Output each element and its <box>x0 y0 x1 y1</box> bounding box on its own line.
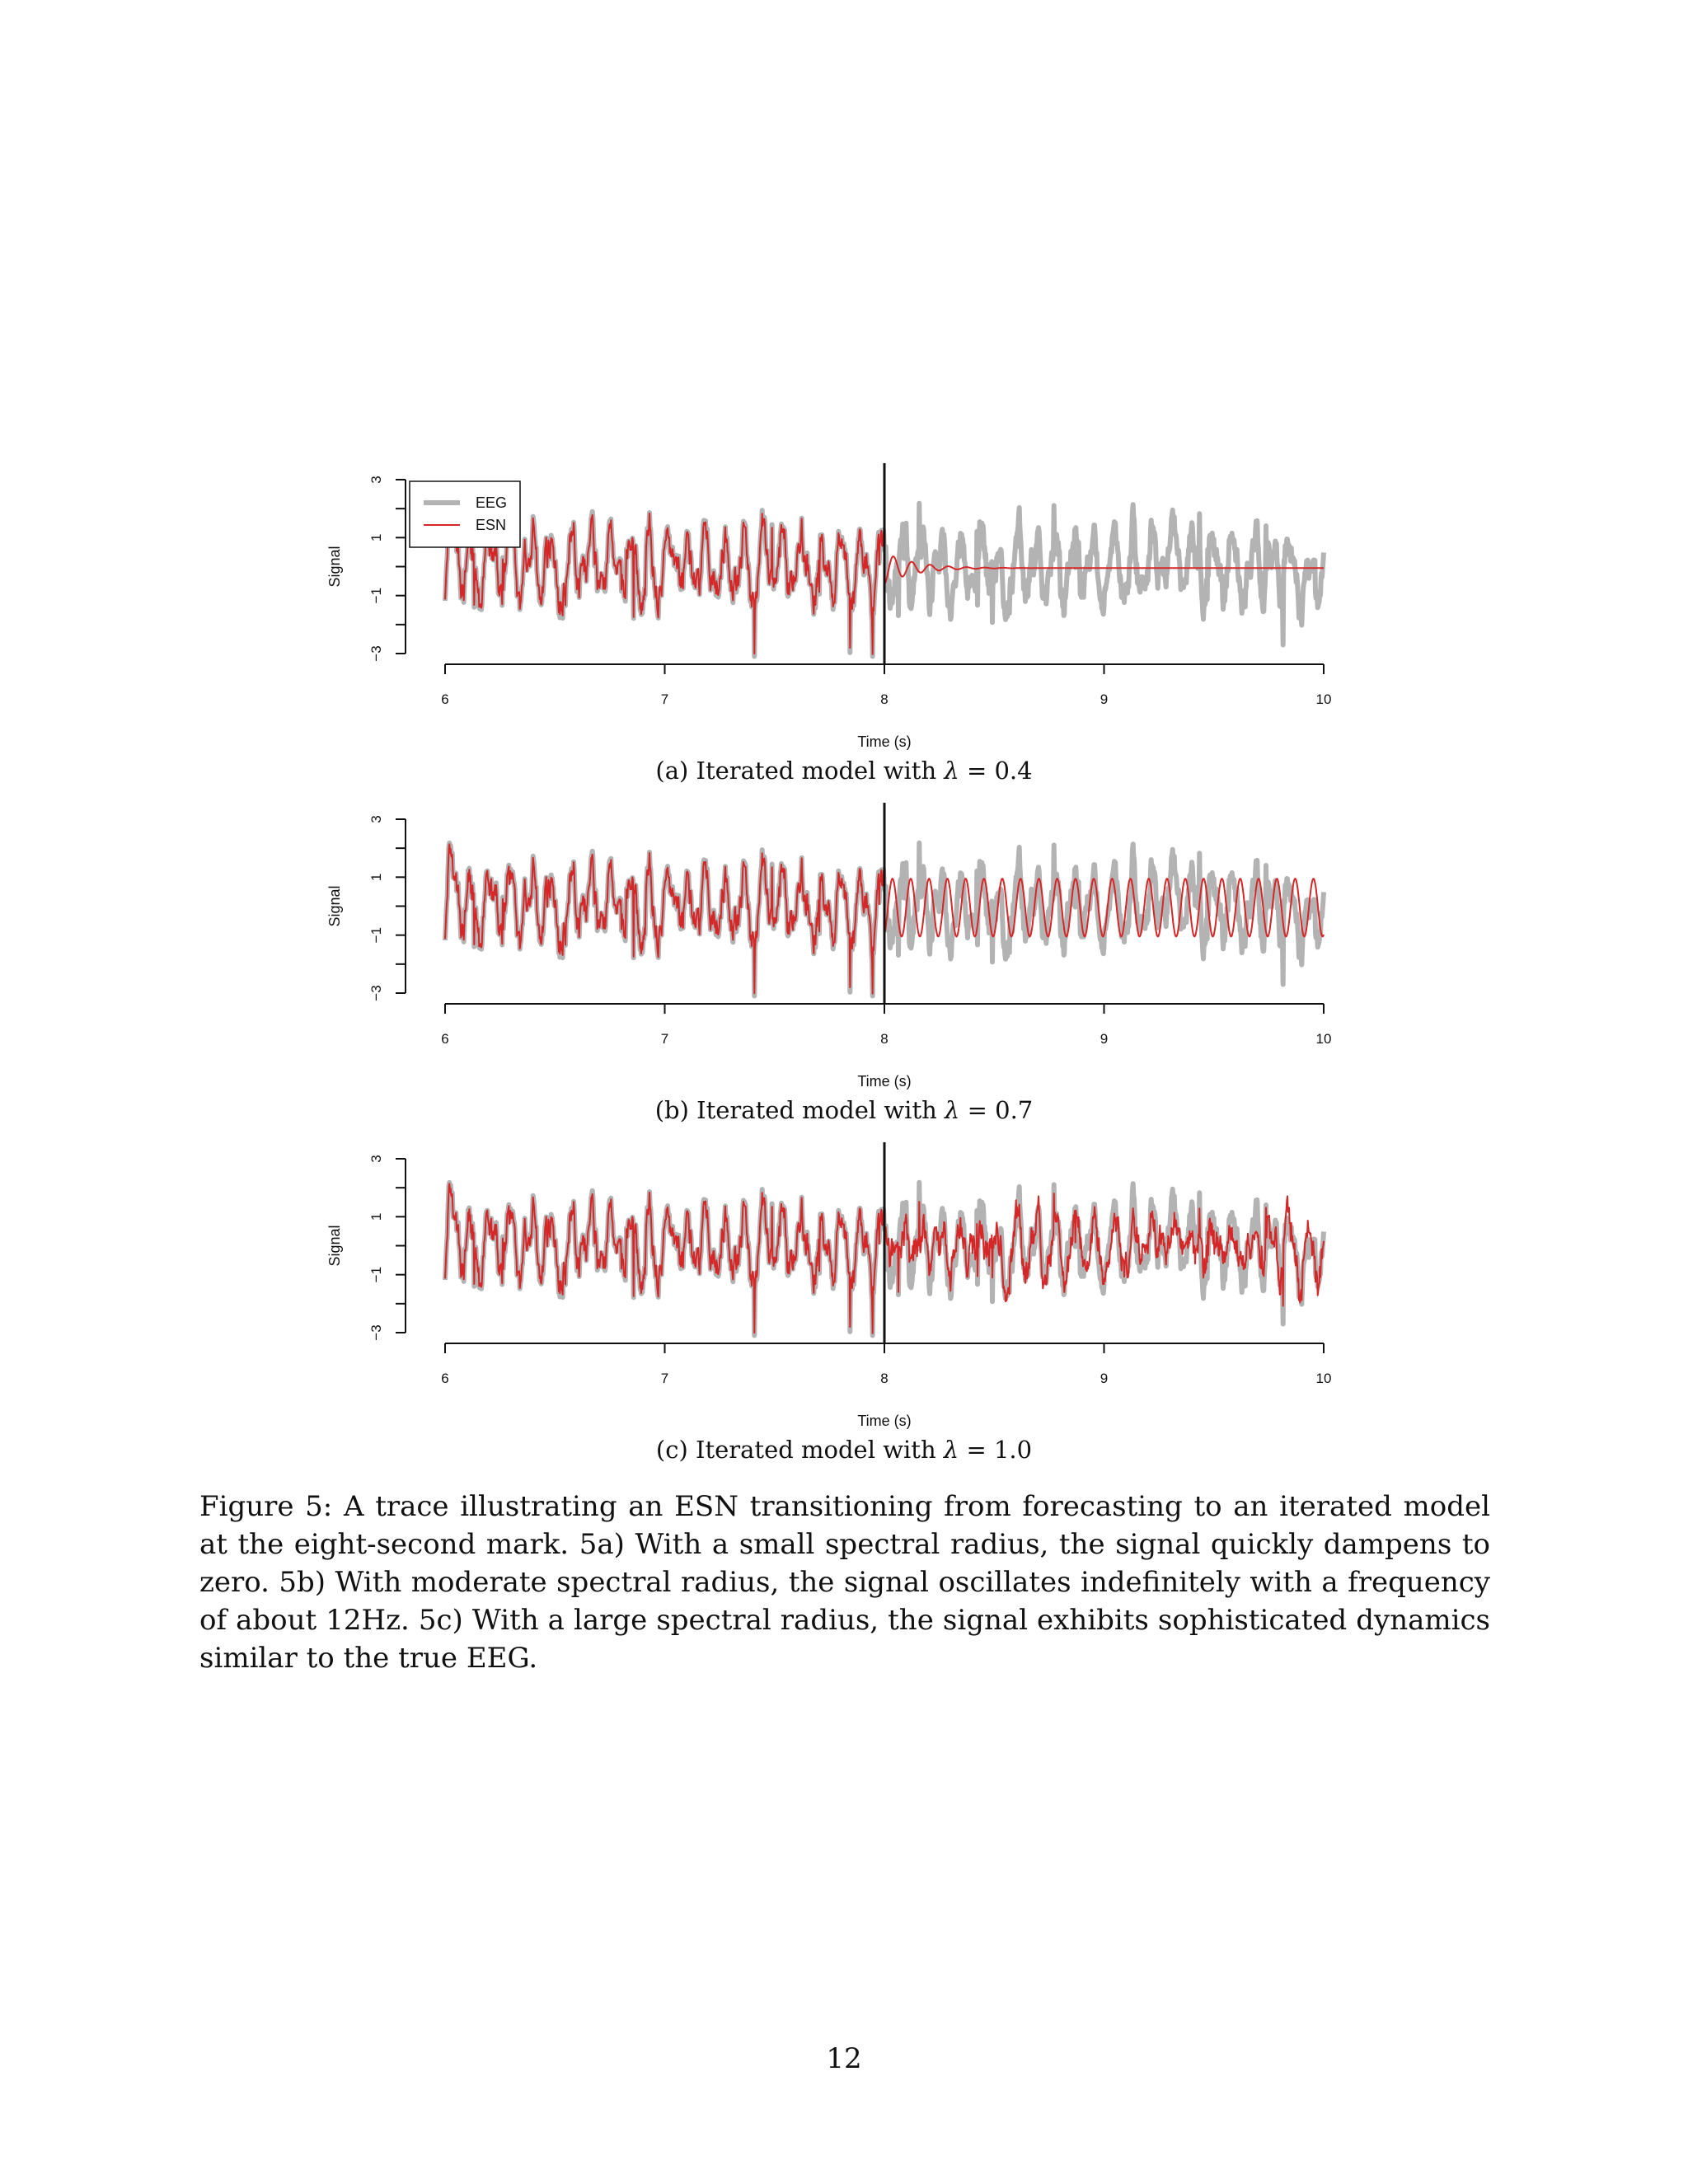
y-tick-label: 3 <box>368 815 384 823</box>
subcaption-b <box>0 1096 1688 1124</box>
subcaption-a-value: = 0.4 <box>959 757 1033 785</box>
subcaption-b-lambda: λ <box>945 1096 960 1124</box>
subcaption-b-value: = 0.7 <box>959 1096 1034 1124</box>
x-tick-label: 10 <box>1315 1031 1332 1047</box>
page-number: 12 <box>826 2042 862 2075</box>
x-tick-label: 9 <box>1100 691 1109 707</box>
subcaption-b-prefix: (b) Iterated model with <box>654 1096 945 1124</box>
legend-label-eeg: EEG <box>476 494 508 511</box>
subcaption-c-lambda: λ <box>943 1436 959 1464</box>
y-tick-label: −1 <box>368 1266 384 1283</box>
legend-label-esn: ESN <box>476 517 507 533</box>
y-tick-label: 1 <box>368 533 384 542</box>
subcaption-a-prefix: (a) Iterated model with <box>655 757 945 785</box>
x-axis-label: Time (s) <box>857 733 912 750</box>
x-tick-label: 6 <box>441 1371 449 1386</box>
y-axis-label: Signal <box>326 546 343 588</box>
y-tick-label: −1 <box>368 587 384 604</box>
chart-panel-c <box>0 1141 1688 1437</box>
x-tick-label: 6 <box>441 1031 449 1047</box>
y-tick-label: 3 <box>368 1155 384 1163</box>
y-tick-label: −3 <box>368 985 384 1001</box>
x-axis-label: Time (s) <box>857 1413 912 1429</box>
x-tick-label: 10 <box>1315 1371 1332 1386</box>
x-axis-label: Time (s) <box>857 1073 912 1090</box>
figure-label: Figure 5: <box>199 1490 333 1523</box>
x-tick-label: 9 <box>1100 1031 1109 1047</box>
chart-panel-a <box>0 462 1688 758</box>
y-tick-label: −3 <box>368 645 384 662</box>
x-tick-label: 7 <box>660 1031 669 1047</box>
y-tick-label: 3 <box>368 476 384 484</box>
axes-b <box>326 815 1331 1090</box>
x-tick-label: 8 <box>880 1031 889 1047</box>
y-axis-label: Signal <box>326 885 343 927</box>
chart-panel-b <box>0 801 1688 1098</box>
y-tick-label: −1 <box>368 926 384 944</box>
x-tick-label: 8 <box>880 691 889 707</box>
x-tick-label: 10 <box>1315 691 1332 707</box>
subcaption-a <box>0 757 1688 785</box>
figure-caption <box>199 1488 1490 1677</box>
subcaption-a-lambda: λ <box>944 757 959 785</box>
legend-box <box>410 481 520 547</box>
y-tick-label: 1 <box>368 873 384 882</box>
subcaption-c-value: = 1.0 <box>959 1436 1033 1464</box>
x-tick-label: 7 <box>660 691 669 707</box>
y-tick-label: −3 <box>368 1324 384 1341</box>
axes-c <box>326 1155 1331 1429</box>
x-tick-label: 7 <box>660 1371 669 1386</box>
legend <box>410 481 520 547</box>
subcaption-c <box>0 1436 1688 1464</box>
x-tick-label: 9 <box>1100 1371 1109 1386</box>
x-tick-label: 8 <box>880 1371 889 1386</box>
y-axis-label: Signal <box>326 1225 343 1267</box>
x-tick-label: 6 <box>441 691 449 707</box>
y-tick-label: 1 <box>368 1212 384 1221</box>
subcaption-c-prefix: (c) Iterated model with <box>655 1436 944 1464</box>
figure-caption-text: A trace illustrating an ESN transitioning from forecasting to an iterated model at the eight-second mark. 5a) With a small spectral radius, the signal quickly dampens to zero. 5b) With moderate spectral radius, the signal oscillates indefinitely with a frequency of about 12Hz. 5c) With a large spectral radius, the signal exhibits sophisticated dynamics similar to the true EEG. <box>199 1490 1491 1675</box>
